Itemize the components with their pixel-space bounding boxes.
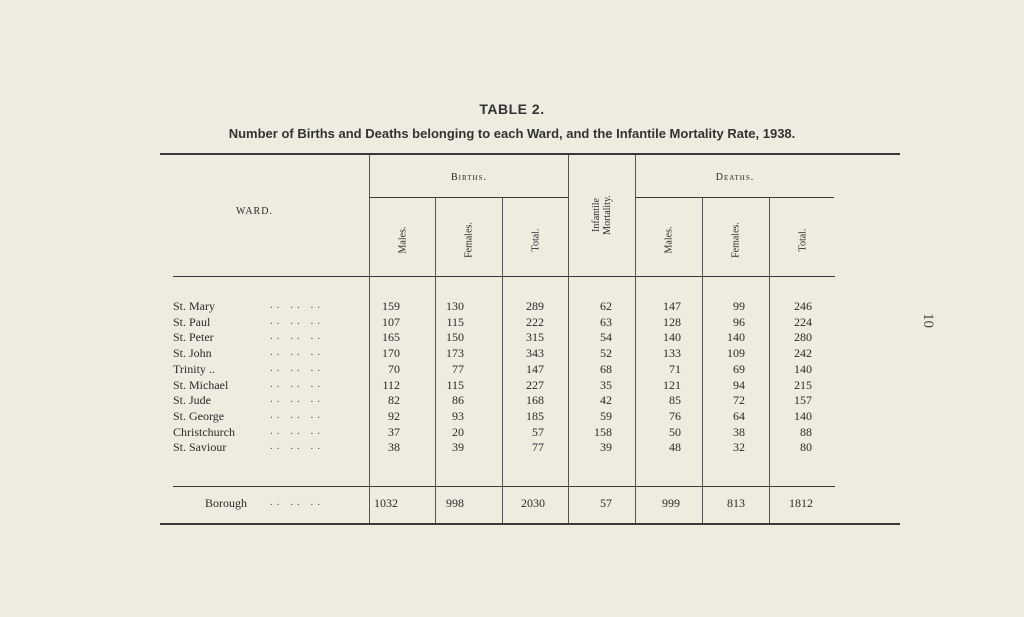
leader-dots: .. .. .. <box>270 440 324 452</box>
borough-label: Borough <box>205 496 247 510</box>
births-females-cell: 20 <box>452 425 464 439</box>
deaths-group-rule <box>636 197 834 198</box>
borough-infantile: 57 <box>600 496 612 510</box>
deaths-females-header: Females. <box>730 222 742 258</box>
deaths-males-cell: 133 <box>663 346 681 360</box>
births-females-cell: 93 <box>452 409 464 423</box>
leader-dots: .. .. .. <box>270 362 324 374</box>
infantile-mortality-cell: 158 <box>594 425 612 439</box>
borough-deaths-total: 1812 <box>789 496 813 510</box>
page-number: 10 <box>920 313 936 328</box>
infantile-mortality-header <box>591 195 613 235</box>
deaths-females-cell: 72 <box>733 393 745 407</box>
ward-name: Trinity .. <box>173 362 215 376</box>
ward-name: St. George <box>173 409 225 423</box>
table-subtitle: Number of Births and Deaths belonging to each Ward, and the Infantile Mortality Rate, 1938. <box>228 126 796 141</box>
top-rule <box>160 153 900 155</box>
leader-dots: .. .. .. <box>270 378 324 390</box>
births-males-cell: 165 <box>382 330 400 344</box>
births-group-rule <box>370 197 568 198</box>
births-header: Births. <box>451 172 487 183</box>
infantile-mortality-cell: 59 <box>600 409 612 423</box>
deaths-females-cell: 96 <box>733 315 745 329</box>
deaths-males-cell: 85 <box>669 393 681 407</box>
col-divider-births-t <box>568 155 569 523</box>
births-females-cell: 77 <box>452 362 464 376</box>
leader-dots: .. .. .. <box>270 409 324 421</box>
deaths-females-cell: 32 <box>733 440 745 454</box>
leader-dots: .. .. .. <box>270 425 324 437</box>
deaths-females-cell: 99 <box>733 299 745 313</box>
ward-name: St. John <box>173 346 212 360</box>
births-females-cell: 150 <box>446 330 464 344</box>
deaths-total-cell: 157 <box>794 393 812 407</box>
table-title: TABLE 2. <box>479 101 545 117</box>
births-males-cell: 170 <box>382 346 400 360</box>
deaths-total-header: Total. <box>797 228 809 252</box>
deaths-total-cell: 140 <box>794 362 812 376</box>
deaths-females-cell: 69 <box>733 362 745 376</box>
deaths-total-cell: 80 <box>800 440 812 454</box>
births-total-cell: 57 <box>532 425 544 439</box>
header-bottom-rule <box>173 276 835 277</box>
births-males-cell: 107 <box>382 315 400 329</box>
ward-name: St. Peter <box>173 330 214 344</box>
infantile-mortality-cell: 52 <box>600 346 612 360</box>
births-males-cell: 112 <box>382 378 400 392</box>
births-males-cell: 159 <box>382 299 400 313</box>
ward-name: St. Saviour <box>173 440 227 454</box>
infantile-mortality-cell: 35 <box>600 378 612 392</box>
births-females-cell: 115 <box>446 315 464 329</box>
deaths-total-cell: 88 <box>800 425 812 439</box>
deaths-total-cell: 242 <box>794 346 812 360</box>
births-total-cell: 168 <box>526 393 544 407</box>
births-total-cell: 222 <box>526 315 544 329</box>
births-males-cell: 70 <box>388 362 400 376</box>
infantile-mortality-cell: 68 <box>600 362 612 376</box>
deaths-total-cell: 140 <box>794 409 812 423</box>
births-males-cell: 37 <box>388 425 400 439</box>
deaths-total-cell: 224 <box>794 315 812 329</box>
deaths-males-header: Males. <box>663 226 675 254</box>
ward-name: St. Jude <box>173 393 212 407</box>
col-divider-deaths-f <box>769 198 770 523</box>
ward-name: St. Michael <box>173 378 229 392</box>
borough-dots: .. .. .. <box>270 496 324 508</box>
deaths-males-cell: 71 <box>669 362 681 376</box>
deaths-males-cell: 50 <box>669 425 681 439</box>
leader-dots: .. .. .. <box>270 330 324 342</box>
col-divider-infantile <box>635 155 636 523</box>
borough-births-males: 1032 <box>374 496 398 510</box>
deaths-females-cell: 94 <box>733 378 745 392</box>
infantile-mortality-cell: 42 <box>600 393 612 407</box>
borough-top-rule <box>173 486 835 487</box>
deaths-females-cell: 140 <box>727 330 745 344</box>
deaths-females-cell: 38 <box>733 425 745 439</box>
deaths-males-cell: 48 <box>669 440 681 454</box>
borough-deaths-males: 999 <box>662 496 680 510</box>
borough-deaths-females: 813 <box>727 496 745 510</box>
deaths-males-cell: 76 <box>669 409 681 423</box>
infantile-mortality-cell: 63 <box>600 315 612 329</box>
deaths-females-cell: 109 <box>727 346 745 360</box>
births-females-header: Females. <box>463 222 475 258</box>
deaths-males-cell: 121 <box>663 378 681 392</box>
leader-dots: .. .. .. <box>270 346 324 358</box>
births-total-cell: 315 <box>526 330 544 344</box>
ward-name: St. Mary <box>173 299 215 313</box>
ward-header: WARD. <box>236 206 273 217</box>
births-total-header: Total. <box>530 228 542 252</box>
births-total-cell: 147 <box>526 362 544 376</box>
births-total-cell: 77 <box>532 440 544 454</box>
deaths-males-cell: 147 <box>663 299 681 313</box>
infantile-mortality-cell: 62 <box>600 299 612 313</box>
borough-births-total: 2030 <box>521 496 545 510</box>
deaths-total-cell: 280 <box>794 330 812 344</box>
births-males-cell: 82 <box>388 393 400 407</box>
births-males-cell: 38 <box>388 440 400 454</box>
deaths-header: Deaths. <box>715 172 755 183</box>
deaths-total-cell: 246 <box>794 299 812 313</box>
leader-dots: .. .. .. <box>270 393 324 405</box>
ward-name: Christchurch <box>173 425 235 439</box>
deaths-total-cell: 215 <box>794 378 812 392</box>
deaths-females-cell: 64 <box>733 409 745 423</box>
col-divider-deaths-m <box>702 198 703 523</box>
births-females-cell: 86 <box>452 393 464 407</box>
births-females-cell: 130 <box>446 299 464 313</box>
ward-name: St. Paul <box>173 315 211 329</box>
col-divider-births-f <box>502 198 503 523</box>
births-total-cell: 227 <box>526 378 544 392</box>
infantile-mortality-cell: 54 <box>600 330 612 344</box>
leader-dots: .. .. .. <box>270 315 324 327</box>
infantile-line2: Mortality. <box>602 195 613 235</box>
infantile-mortality-cell: 39 <box>600 440 612 454</box>
births-total-cell: 185 <box>526 409 544 423</box>
borough-births-females: 998 <box>446 496 464 510</box>
births-males-header: Males. <box>397 226 409 254</box>
leader-dots: .. .. .. <box>270 299 324 311</box>
births-males-cell: 92 <box>388 409 400 423</box>
deaths-males-cell: 128 <box>663 315 681 329</box>
births-females-cell: 115 <box>446 378 464 392</box>
infantile-line1: Infantile <box>591 198 602 232</box>
births-total-cell: 343 <box>526 346 544 360</box>
births-total-cell: 289 <box>526 299 544 313</box>
deaths-males-cell: 140 <box>663 330 681 344</box>
births-females-cell: 39 <box>452 440 464 454</box>
births-females-cell: 173 <box>446 346 464 360</box>
bottom-rule <box>160 523 900 525</box>
